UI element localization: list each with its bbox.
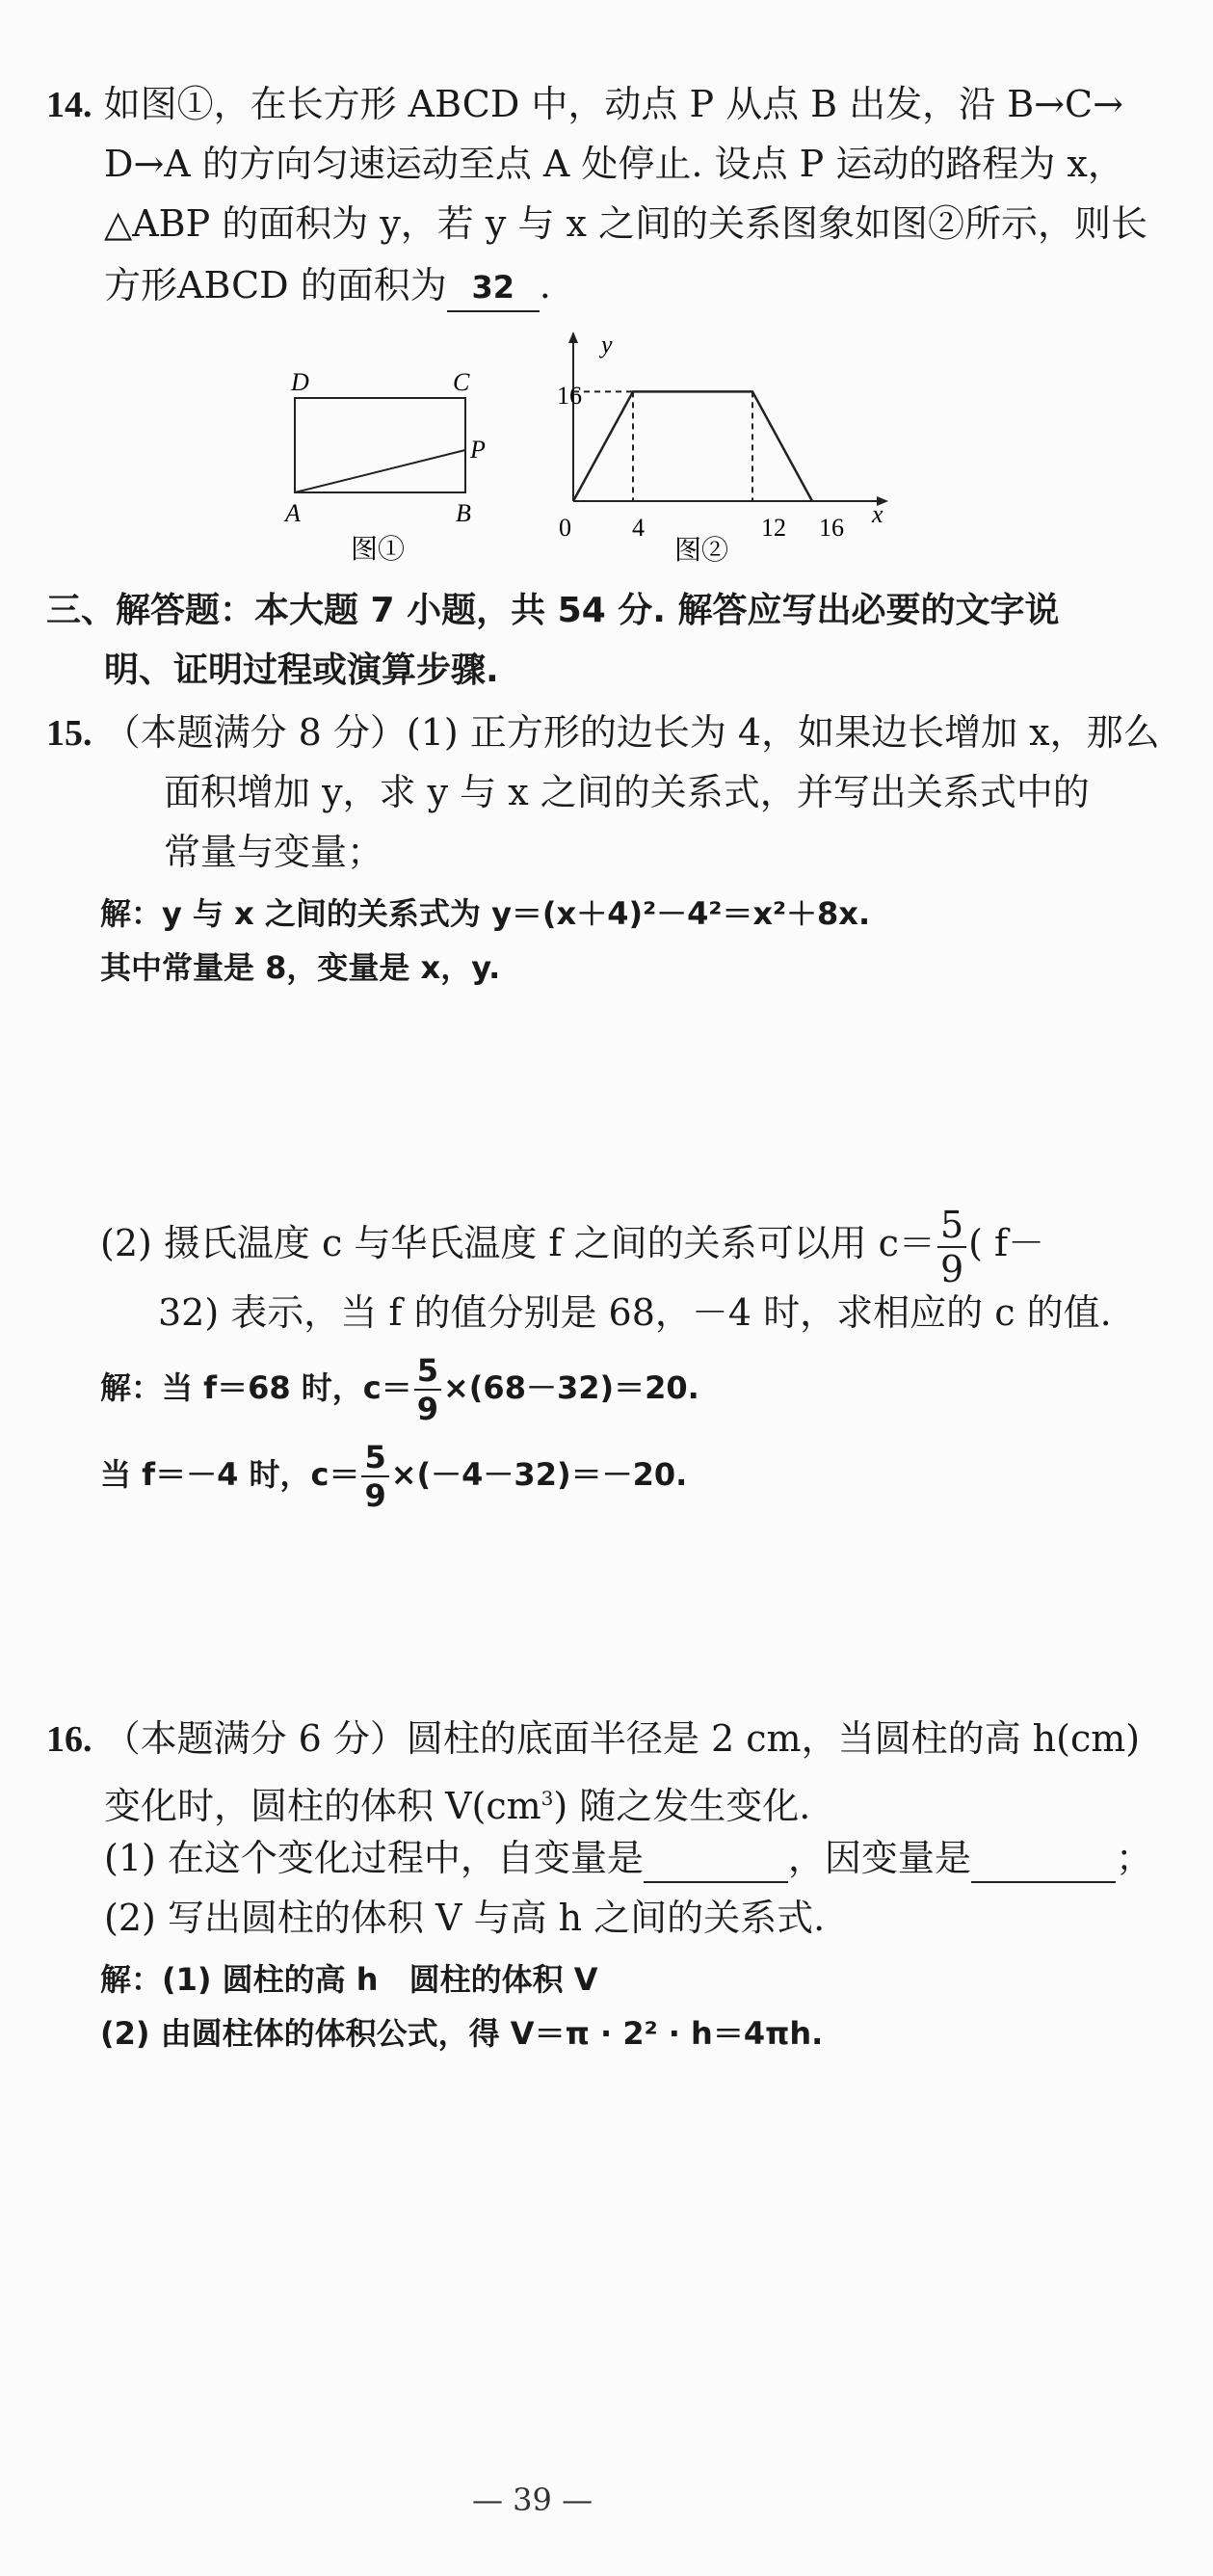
q16-text-2a: 变化时，圆柱的体积 V(cm — [104, 1785, 541, 1827]
section-3-heading-2: 明、证明过程或演算步骤. — [104, 651, 499, 690]
label-a: A — [285, 499, 301, 527]
answer-fraction-2-numerator: 5 — [361, 1442, 388, 1477]
q14-number: 14. — [46, 85, 92, 125]
figure-1-caption: 图① — [351, 535, 406, 565]
q14-answer: 32 — [471, 269, 514, 305]
q16-text-3b: ，因变量是 — [787, 1837, 971, 1879]
y-axis-label: y — [601, 331, 613, 359]
q14-text-4: 方形ABCD 的面积为 — [104, 264, 447, 306]
q15-text-3: 常量与变量； — [164, 831, 384, 873]
q14-period: . — [539, 264, 551, 306]
figure-2-graph — [540, 318, 896, 573]
q16-text-1: （本题满分 6 分）圆柱的底面半径是 2 cm，当圆柱的高 h(cm) — [103, 1717, 1141, 1760]
label-d: D — [291, 368, 309, 396]
x-tick-4: 4 — [632, 514, 645, 542]
q15-answer-3a: 解：当 f＝68 时，c＝ — [100, 1369, 412, 1406]
fraction-numerator: 5 — [937, 1207, 966, 1248]
q14-text-3: △ABP 的面积为 y，若 y 与 x 之间的关系图象如图②所示，则长 — [104, 202, 1148, 245]
q16-text-3c: ； — [1115, 1837, 1152, 1879]
y-tick-16: 16 — [557, 382, 582, 410]
q15-answer-4 — [100, 1436, 687, 1513]
q16-number: 16. — [46, 1719, 92, 1760]
label-b: B — [456, 499, 471, 527]
q15-part2-text-1: (2) 摄氏温度 c 与华氏温度 f 之间的关系可以用 c＝ — [100, 1222, 936, 1264]
q16-line3 — [104, 1835, 1152, 1883]
page-number: — 39 — — [472, 2482, 593, 2518]
figure-1-rectangle — [270, 361, 520, 569]
q15-answer-1: 解：y 与 x 之间的关系式为 y＝(x＋4)²－4²＝x²＋8x. — [100, 895, 871, 932]
fraction-denominator: 9 — [939, 1247, 964, 1290]
q15-part2-line1 — [100, 1205, 1044, 1288]
y-axis-arrow — [568, 332, 578, 343]
dependent-variable-blank[interactable] — [971, 1835, 1116, 1883]
q15-number: 15. — [46, 713, 92, 754]
q15-answer-3 — [100, 1349, 699, 1426]
x-tick-16: 16 — [819, 514, 844, 542]
q14-text-2: D→A 的方向匀速运动至点 A 处停止. 设点 P 运动的路程为 x， — [104, 143, 1124, 185]
independent-variable-blank[interactable] — [644, 1835, 788, 1883]
answer-fraction-2-denominator: 9 — [364, 1477, 386, 1514]
q16-answer-2: (2) 由圆柱体的体积公式，得 V＝π · 2² · h＝4πh. — [100, 2015, 824, 2052]
q14-line1 — [46, 81, 1123, 128]
q15-answer-3b: ×(68－32)＝20. — [442, 1369, 699, 1406]
q16-text-4: (2) 写出圆柱的体积 V 与高 h 之间的关系式. — [104, 1897, 826, 1939]
q15-answer-2: 其中常量是 8，变量是 x，y. — [100, 949, 501, 986]
label-p: P — [470, 436, 486, 464]
q16-text-2b: ) 随之发生变化. — [553, 1785, 811, 1827]
graph-area — [568, 332, 888, 506]
answer-fraction-1-denominator: 9 — [416, 1391, 438, 1427]
q15-text-2: 面积增加 y，求 y 与 x 之间的关系式，并写出关系式中的 — [164, 771, 1090, 813]
q16-line2 — [104, 1775, 810, 1829]
answer-fraction-1 — [414, 1352, 441, 1427]
x-axis-label: x — [872, 500, 883, 528]
q14-text-1: 如图①，在长方形 ABCD 中，动点 P 从点 B 出发，沿 B→C→ — [103, 83, 1123, 125]
x-tick-12: 12 — [761, 514, 786, 542]
figure-2-caption: 图② — [674, 536, 729, 566]
q15-part2-text-1b: ( f－ — [968, 1222, 1045, 1264]
origin-label: 0 — [559, 514, 571, 542]
answer-fraction-1-numerator: 5 — [414, 1355, 441, 1391]
q16-superscript: 3 — [541, 1787, 554, 1810]
q15-part2-text-2: 32) 表示，当 f 的值分别是 68，－4 时，求相应的 c 的值. — [158, 1291, 1112, 1334]
q16-text-3a: (1) 在这个变化过程中，自变量是 — [104, 1837, 644, 1879]
rectangle-abcd — [295, 398, 465, 492]
segment-ap — [295, 450, 465, 492]
series-line — [573, 391, 812, 501]
q15-answer-4a: 当 f＝－4 时，c＝ — [100, 1456, 360, 1493]
q14-line4 — [104, 262, 551, 312]
section-3-heading-1: 三、解答题：本大题 7 小题，共 54 分. 解答应写出必要的文字说 — [46, 591, 1060, 630]
q16-answer-1: 解：(1) 圆柱的高 h 圆柱的体积 V — [100, 1961, 598, 1998]
label-c: C — [453, 368, 470, 396]
q16-line1 — [46, 1715, 1140, 1763]
q14-answer-blank — [447, 262, 540, 312]
q15-answer-4b: ×(－4－32)＝－20. — [390, 1456, 688, 1493]
q15-line1 — [46, 709, 1160, 757]
fraction-5-9 — [937, 1203, 966, 1290]
q15-text-1: （本题满分 8 分）(1) 正方形的边长为 4，如果边长增加 x，那么 — [103, 711, 1160, 754]
answer-fraction-2 — [361, 1439, 388, 1514]
